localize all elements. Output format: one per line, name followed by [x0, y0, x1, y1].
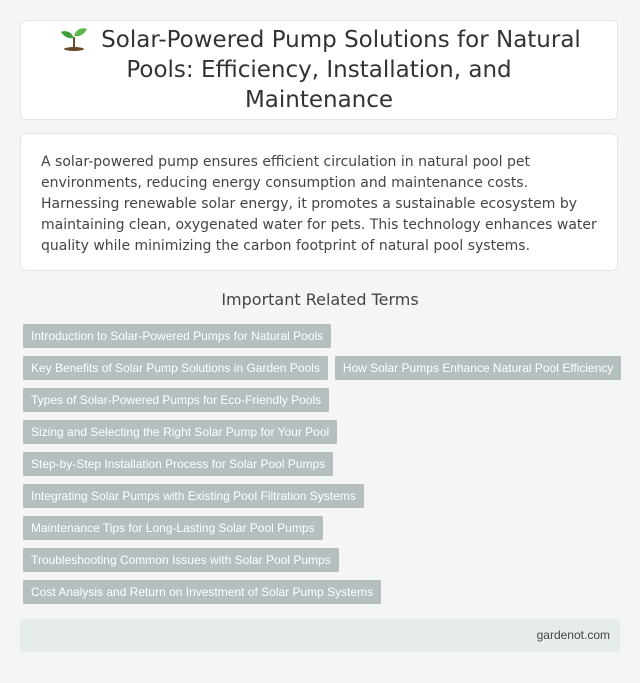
tag-row	[23, 388, 623, 412]
related-terms-heading: Important Related Terms	[221, 290, 419, 309]
summary-card	[20, 133, 618, 271]
footer-site-link[interactable]: gardenot.com	[536, 628, 610, 642]
title-card	[20, 20, 618, 120]
tag-row	[23, 516, 623, 540]
tag-row	[23, 484, 623, 508]
related-term-tag[interactable]: Cost Analysis and Return on Investment of Solar Pump Systems	[23, 580, 381, 604]
sprout-icon	[57, 25, 91, 51]
related-term-tag[interactable]: Sizing and Selecting the Right Solar Pump for Your Pool	[23, 420, 337, 444]
tag-row	[23, 420, 623, 444]
related-term-tag[interactable]: Introduction to Solar-Powered Pumps for Natural Pools	[23, 324, 331, 348]
footer	[20, 619, 620, 652]
tag-row	[23, 324, 623, 348]
related-term-tag[interactable]: Key Benefits of Solar Pump Solutions in Garden Pools	[23, 356, 328, 380]
page-title	[51, 25, 587, 115]
related-term-tag[interactable]: Maintenance Tips for Long-Lasting Solar Pool Pumps	[23, 516, 323, 540]
tag-row	[23, 356, 623, 380]
tag-row	[23, 580, 623, 604]
related-term-tag[interactable]: Integrating Solar Pumps with Existing Pool Filtration Systems	[23, 484, 364, 508]
summary-text: A solar-powered pump ensures efficient circulation in natural pool pet environments, reducing energy consumption and maintenance costs. Harnessing renewable solar energy, it promotes a sustainable ecosystem by maintaining clean, oxygenated water for pets. This technology enhances water quality while minimizing the carbon footprint of natural pool systems.	[41, 154, 597, 254]
page-title-text: Solar-Powered Pump Solutions for Natural Pools: Efficiency, Installation, and Maintenance	[101, 27, 581, 113]
tag-row	[23, 548, 623, 572]
related-terms-list	[23, 324, 623, 612]
tag-row	[23, 452, 623, 476]
related-term-tag[interactable]: Types of Solar-Powered Pumps for Eco-Friendly Pools	[23, 388, 329, 412]
related-term-tag[interactable]: Step-by-Step Installation Process for Solar Pool Pumps	[23, 452, 333, 476]
related-term-tag[interactable]: How Solar Pumps Enhance Natural Pool Efficiency	[335, 356, 622, 380]
related-term-tag[interactable]: Troubleshooting Common Issues with Solar Pool Pumps	[23, 548, 339, 572]
